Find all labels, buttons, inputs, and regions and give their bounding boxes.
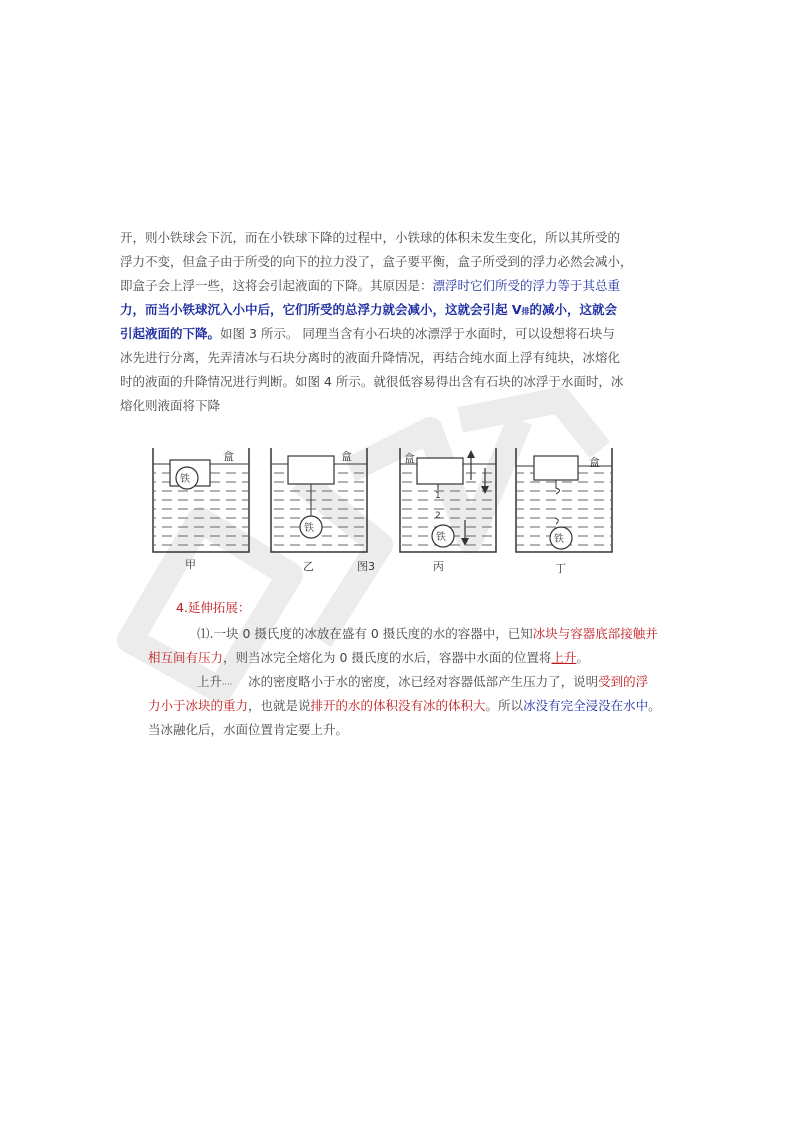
text-line — [120, 298, 660, 322]
panel-label: 丙 — [433, 560, 444, 573]
text-span: 。 — [648, 698, 661, 713]
body-paragraph — [120, 226, 660, 418]
text-line: 时的液面的升降情况进行判断。如图 4 所示。就很低容易得出含有石块的冰浮于水面时，冰 — [120, 374, 624, 389]
text-span: ，也就是说 — [248, 698, 311, 713]
text-span: 如图 3 所示。 同理当含有小石块的冰漂浮于水面时，可以设想将石块与 — [220, 326, 615, 341]
highlight-text: 引起液面的下降。 — [120, 326, 221, 341]
text-span: 即盒子会上浮一些，这将会引起液面的下降。其原因是： — [120, 278, 433, 293]
text-line: 熔化则液面将下降 — [120, 398, 221, 413]
text-span: ⑴.一块 0 摄氏度的冰放在盛有 0 摄氏度的水的容器中，已知 — [197, 626, 533, 641]
text-span: 。所以 — [485, 698, 524, 713]
text-line: 冰先进行分离，先弄清冰与石块分离时的液面升降情况，再结合纯水面上浮有纯块，冰熔化 — [120, 350, 621, 365]
answer-word: 上升 — [197, 674, 223, 689]
box-shape — [288, 456, 334, 484]
answer-line — [197, 670, 648, 694]
highlight-text: 受到的浮 — [598, 674, 649, 689]
box-shape — [417, 458, 463, 484]
box-label: 盒 — [404, 452, 415, 465]
subscript: 排 — [521, 307, 530, 316]
answer-line — [148, 694, 661, 718]
iron-label: 铁 — [304, 523, 314, 534]
iron-label: 铁 — [180, 474, 190, 485]
arrow-number: 1 — [435, 491, 441, 501]
section-heading: 4.延伸拓展： — [176, 600, 251, 615]
beaker-jia — [153, 448, 249, 552]
box-label: 盒 — [341, 450, 352, 463]
highlight-text: 的减小，这就会 — [529, 302, 618, 317]
answer-line: 当冰融化后，水面位置肯定要上升。 — [148, 722, 349, 737]
panel-label: 甲 — [185, 558, 196, 571]
highlight-text: 排开的水的体积没有冰的体积大 — [310, 698, 486, 713]
arrow-number: 2 — [435, 511, 441, 521]
answer-text: 上升 — [551, 650, 577, 665]
beaker-yi — [271, 448, 367, 552]
highlight-text: 冰块与容器底部接触并 — [532, 626, 658, 641]
box-shape — [534, 456, 578, 480]
text-span: 冰的密度略小于水的密度，冰已经对容器低部产生压力了，说明 — [248, 674, 599, 689]
text-span: 。 — [576, 650, 589, 665]
question-line — [197, 622, 658, 646]
text-line: 开，则小铁球会下沉，而在小铁球下降的过程中，小铁球的体积未发生变化，所以其所受的 — [120, 230, 621, 245]
figure-3 — [145, 440, 625, 580]
text-span: ，则当冰完全熔化为 0 摄氏度的水后，容器中水面的位置将 — [223, 650, 552, 665]
text-line — [120, 274, 660, 298]
iron-label: 铁 — [554, 534, 564, 545]
question-line — [148, 646, 589, 670]
text-line: 浮力不变，但盒子由于所受的向下的拉力没了，盒子要平衡，盒子所受到的浮力必然会减小， — [120, 254, 633, 269]
beaker-ding — [516, 448, 612, 552]
box-label: 盒 — [223, 450, 234, 463]
box-label: 盒 — [589, 456, 600, 469]
highlight-text: 冰没有完全浸没在水中 — [523, 698, 649, 713]
text-line — [120, 322, 660, 346]
figure-caption: 图3 — [357, 560, 375, 573]
highlight-text: 力小于冰块的重力 — [148, 698, 249, 713]
beaker-bing — [400, 448, 496, 552]
iron-label: 铁 — [436, 532, 446, 543]
mark-text: ,,,, — [222, 677, 233, 686]
panel-label: 乙 — [303, 560, 314, 573]
panel-label: 丁 — [555, 562, 566, 575]
highlight-text: 力，而当小铁球沉入小中后，它们所受的总浮力就会减小，这就会引起 V — [120, 302, 522, 317]
highlight-text: 相互间有压力 — [148, 650, 224, 665]
highlight-text: 漂浮时它们所受的浮力等于其总重 — [432, 278, 621, 293]
